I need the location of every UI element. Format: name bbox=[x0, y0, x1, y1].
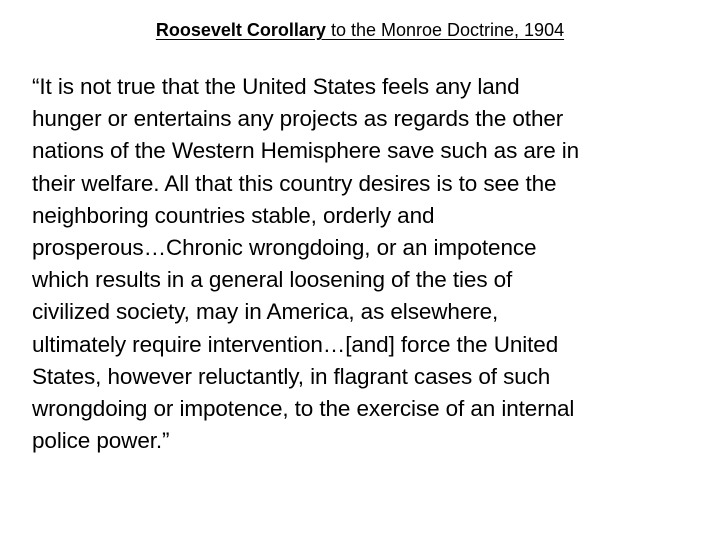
title-bold-part: Roosevelt Corollary bbox=[155, 20, 326, 40]
quote-line: ultimately require intervention…[and] force the United bbox=[32, 331, 559, 357]
quote-line: “It is not true that the United States feels any land bbox=[32, 74, 520, 99]
quote-line: hunger or entertains any projects as regards the other bbox=[32, 106, 564, 132]
title-rest: to the Monroe Doctrine, 1904 bbox=[325, 20, 565, 40]
quote-line: wrongdoing or impotence, to the exercise of an internal bbox=[32, 396, 575, 422]
slide-title bbox=[0, 17, 720, 43]
quote-line: civilized society, may in America, as elsewhere, bbox=[32, 299, 499, 325]
quote-line: their welfare. All that this country desires is to see the bbox=[32, 170, 557, 196]
quote-line: States, however reluctantly, in flagrant cases of such bbox=[32, 363, 551, 389]
quote-block bbox=[32, 71, 702, 457]
quote-line: police power.” bbox=[32, 428, 170, 454]
quote-line: prosperous…Chronic wrongdoing, or an impotence bbox=[32, 235, 537, 261]
quote-line: which results in a general loosening of the ties of bbox=[32, 267, 513, 293]
quote-line: neighboring countries stable, orderly and bbox=[32, 202, 435, 228]
quote-line: nations of the Western Hemisphere save such as are in bbox=[32, 138, 580, 164]
